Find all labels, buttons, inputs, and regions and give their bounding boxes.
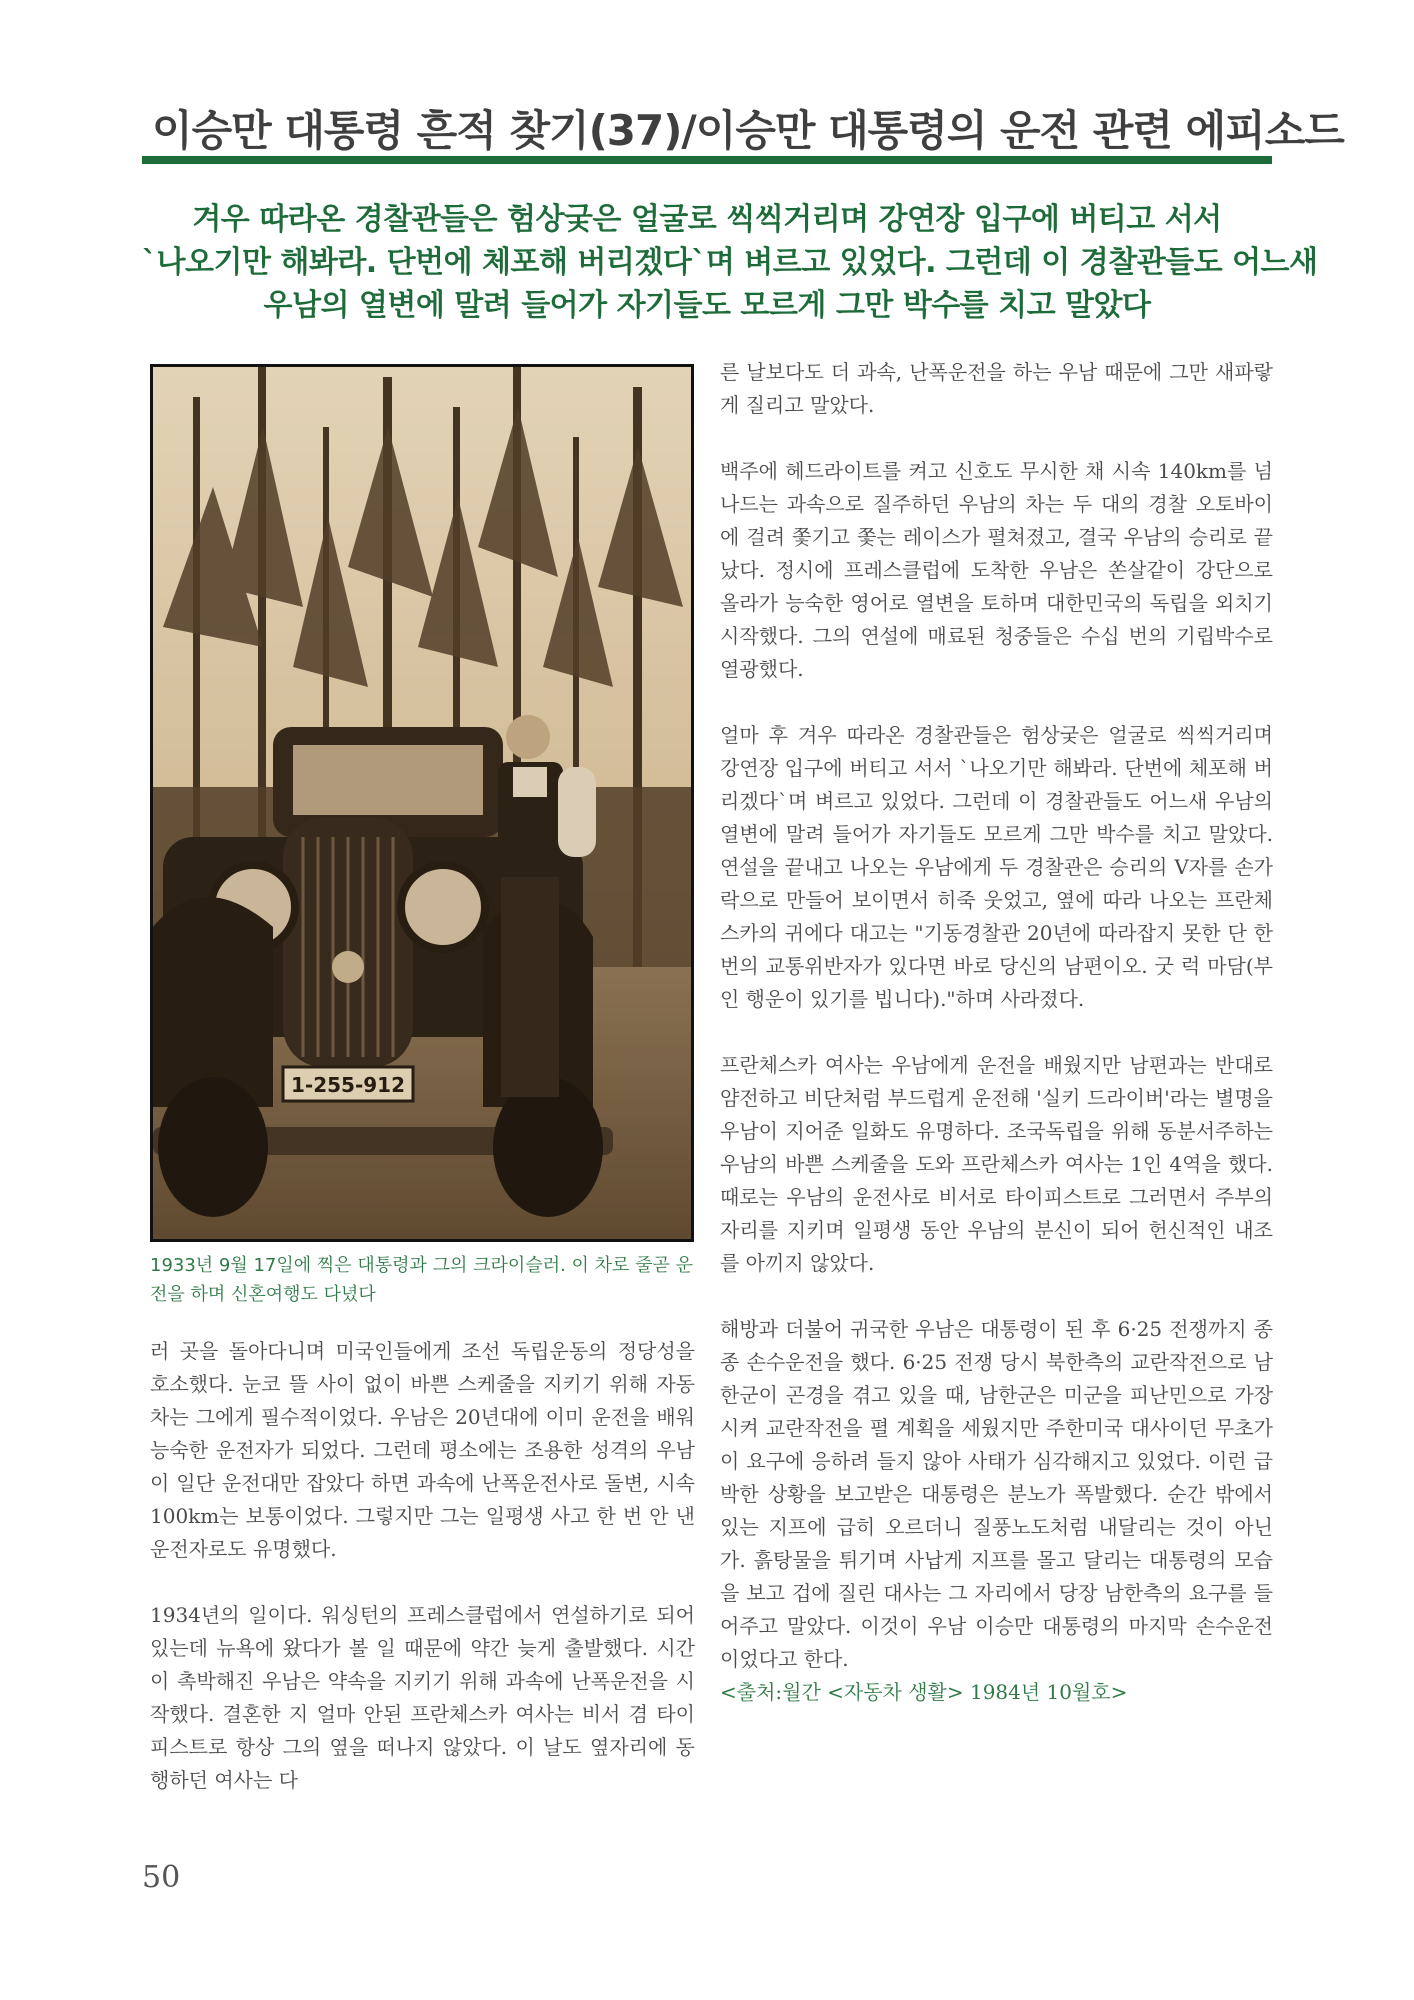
paragraph: 러 곳을 돌아다니며 미국인들에게 조선 독립운동의 정당성을 호소했다. 눈코 뜰 사이 없이 바쁜 스케줄을 지키기 위해 자동차는 그에게 필수적이었다. 우남은 20년대에 이미 운전을 배워 능숙한 운전자가 되었다. 그런데 평소에는 조용한 성격의 우남이 일단 운전대만 잡았다 하면 과속에 난폭운전사로 돌변, 시속 100km는 보통이었다. 그렇지만 그는 일평생 사고 한 번 안 낸 운전자로도 유명했다. xyxy=(150,1339,695,1561)
photo-illustration xyxy=(153,367,691,1239)
paragraph: 백주에 헤드라이트를 켜고 신호도 무시한 채 시속 140km를 넘나드는 과속으로 질주하던 우남의 차는 두 대의 경찰 오토바이에 걸려 쫓기고 쫓는 레이스가 펼쳐졌고, 결국 우남의 승리로 끝났다. 정시에 프레스클럽에 도착한 우남은 쏜살같이 강단으로 올라가 능숙한 영어로 열변을 토하며 대한민국의 독립을 외치기 시작했다. 그의 연설에 매료된 청중들은 수십 번의 기립박수로 열광했다. xyxy=(720,459,1273,681)
paragraph: 해방과 더불어 귀국한 우남은 대통령이 된 후 6·25 전쟁까지 종종 손수운전을 했다. 6·25 전쟁 당시 북한측의 교란작전으로 남한군이 곤경을 겪고 있을 때, 남한군은 미군을 피난민으로 가장시켜 교란작전을 펼 계획을 세웠지만 주한미국 대사이던 무초가 이 요구에 응하려 들지 않아 사태가 심각해지고 있었다. 이런 급박한 상황을 보고받은 대통령은 분노가 폭발했다. 순간 밖에서 있는 지프에 급히 오르더니 질풍노도처럼 내달리는 것이 아닌가. 흙탕물을 튀기며 사납게 지프를 몰고 달리는 대통령의 모습을 보고 겁에 질린 대사는 그 자리에서 당장 남한측의 요구를 들어주고 말았다. 이것이 우남 이승만 대통령의 마지막 손수운전이었다고 한다. xyxy=(720,1317,1273,1671)
headline-line: 겨우 따라온 경찰관들은 험상궂은 얼굴로 씩씩거리며 강연장 입구에 버티고 서서 xyxy=(192,202,1222,237)
paragraph: 얼마 후 겨우 따라온 경찰관들은 험상궂은 얼굴로 씩씩거리며 강연장 입구에 버티고 서서 `나오기만 해봐라. 단번에 체포해 버리겠다`며 벼르고 있었다. 그런데 이 경찰관들도 어느새 우남의 열변에 말려 들어가 자기들도 모르게 그만 박수를 치고 말았다. 연설을 끝내고 나오는 우남에게 두 경찰관은 승리의 V자를 손가락으로 만들어 보이면서 히죽 웃었고, 옆에 따라 나오는 프란체스카의 귀에다 대고는 "기동경찰관 20년에 따라잡지 못한 단 한 번의 교통위반자가 있다면 바로 당신의 남편이오. 굿 럭 마담(부인 행운이 있기를 빕니다)."하며 사라졌다. xyxy=(720,723,1273,1011)
paragraph: 프란체스카 여사는 우남에게 운전을 배웠지만 남편과는 반대로 얌전하고 비단처럼 부드럽게 운전해 '실키 드라이버'라는 별명을 우남이 지어준 일화도 유명하다. 조국독립을 위해 동분서주하는 우남의 바쁜 스케줄을 도와 프란체스카 여사는 1인 4역을 했다. 때로는 우남의 운전사로 비서로 타이피스트로 그러면서 주부의 자리를 지키며 일평생 동안 우남의 분신이 되어 헌신적인 내조를 아끼지 않았다. xyxy=(720,1053,1273,1275)
photo-caption: 1933년 9월 17일에 찍은 대통령과 그의 크라이슬러. 이 차로 줄곧 운전을 하며 신혼여행도 다녔다 xyxy=(150,1255,694,1305)
source-citation: <출처:월간 <자동차 생활> 1984년 10월호> xyxy=(720,1680,1128,1704)
paragraph: 1934년의 일이다. 워싱턴의 프레스클럽에서 연설하기로 되어 있는데 뉴욕에 왔다가 볼 일 때문에 약간 늦게 출발했다. 시간이 촉박해진 우남은 약속을 지키기 위해 과속에 난폭운전을 시작했다. 결혼한 지 얼마 안된 프란체스카 여사는 비서 겸 타이피스트로 항상 그의 옆을 떠나지 않았다. 이 날도 옆자리에 동행하던 여사는 다 xyxy=(150,1603,695,1792)
paragraph: 른 날보다도 더 과속, 난폭운전을 하는 우남 때문에 그만 새파랗게 질리고 말았다. xyxy=(720,360,1273,417)
headline-line: 우남의 열변에 말려 들어가 자기들도 모르게 그만 박수를 치고 말았다 xyxy=(263,288,1151,323)
pull-quote-headline xyxy=(142,198,1318,327)
license-plate-text: 1-255-912 xyxy=(290,1073,406,1097)
title-underline xyxy=(142,156,1272,164)
page-number: 50 xyxy=(142,1860,181,1895)
left-column xyxy=(150,1335,695,1830)
right-column xyxy=(720,356,1273,1709)
headline-line: `나오기만 해봐라. 단번에 체포해 버리겠다`며 벼르고 있었다. 그런데 이 경찰관들도 어느새 xyxy=(142,245,1318,280)
page-title: 이승만 대통령 흔적 찾기(37)/이승만 대통령의 운전 관련 에피소드 xyxy=(152,106,1344,155)
vintage-car-photo xyxy=(150,364,694,1242)
